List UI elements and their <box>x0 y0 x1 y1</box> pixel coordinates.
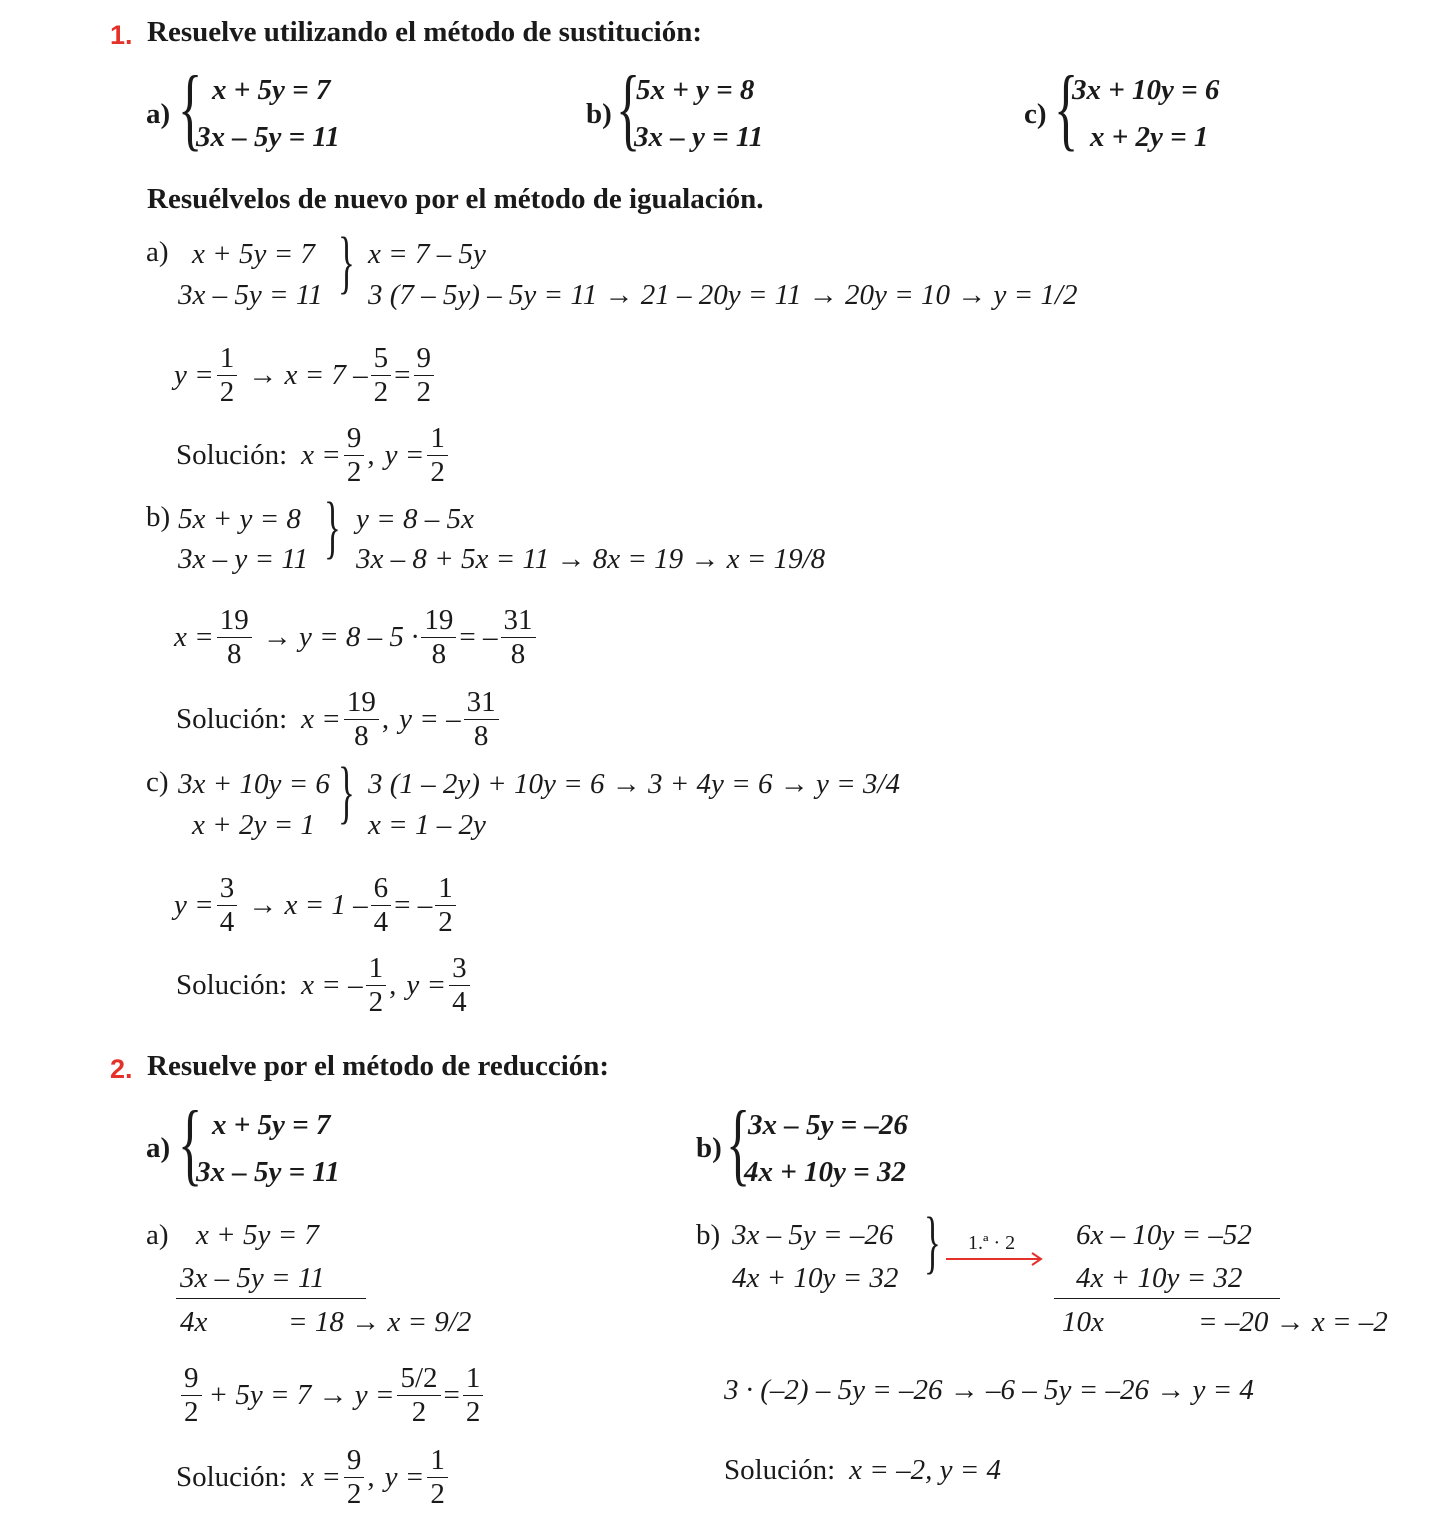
system-label-b: b) <box>586 98 612 130</box>
left-brace: { <box>726 1092 751 1194</box>
solution-label: Solución: <box>724 1454 836 1486</box>
fraction: $\frac{9}{2}$ <box>344 1446 365 1509</box>
lhs: y = <box>174 889 214 921</box>
sum-rhs: = –20 → x = –2 <box>1198 1306 1388 1338</box>
fraction: $\frac{9}{2}$ <box>181 1364 202 1427</box>
exercise-number: 2. <box>110 1054 133 1084</box>
step: y = 8 – 5x <box>356 503 474 535</box>
exercise-title: Resuelve por el método de reducción: <box>147 1050 610 1082</box>
red-arrow-icon <box>946 1252 1044 1266</box>
equation: 3x – y = 11 <box>634 121 764 153</box>
fraction: $\frac{3}{4}$ <box>217 874 238 937</box>
solution-line: Solución: x = – $\frac{1}{2}$ , y = $\frac{3}{4}$ <box>176 954 473 1017</box>
step: x = 1 – 2y <box>368 809 486 841</box>
system-label-a: a) <box>146 1132 171 1164</box>
equation: 3x – 5y = 11 <box>196 121 340 153</box>
exercise-title: Resuelve utilizando el método de sustitución: <box>147 16 703 48</box>
rhs: → x = 1 – <box>248 889 368 921</box>
equation: 3x – y = 11 <box>178 543 309 575</box>
item-label: b) <box>696 1219 721 1251</box>
sum-rhs: = 18 → x = 9/2 <box>288 1306 472 1338</box>
fraction: $\frac{1}{2}$ <box>366 954 387 1017</box>
sum-line <box>1054 1298 1280 1299</box>
equation: 3x – 5y = –26 <box>748 1109 908 1141</box>
equation: 3x – 5y = 11 <box>180 1262 325 1294</box>
left-brace: { <box>616 57 641 159</box>
fraction: $\frac{5/2}{2}$ <box>397 1364 440 1427</box>
system-label-c: c) <box>1024 98 1047 130</box>
sum-lhs: 10x <box>1062 1306 1104 1338</box>
fraction: $\frac{5}{2}$ <box>371 344 392 407</box>
fraction: $\frac{9}{2}$ <box>414 344 435 407</box>
step: x = 7 – 5y <box>368 238 486 270</box>
solution-label: Solución: <box>176 439 288 471</box>
equation: 4x + 10y = 32 <box>732 1262 899 1294</box>
exercise-number: 1. <box>110 20 133 50</box>
solution-label: Solución: <box>176 1461 288 1493</box>
equation: x + 5y = 7 <box>196 1219 319 1251</box>
equation: x + 5y = 7 <box>192 238 315 270</box>
equation: 3x – 5y = 11 <box>178 279 323 311</box>
solution-label: Solución: <box>176 969 288 1001</box>
equation: 4x + 10y = 32 <box>1076 1262 1243 1294</box>
rhs: → y = 8 – 5 · <box>262 621 419 653</box>
solution-label: Solución: <box>176 703 288 735</box>
subtitle: Resuélvelos de nuevo por el método de igualación. <box>147 183 764 215</box>
item-label: c) <box>146 766 169 798</box>
right-brace: } <box>338 224 355 301</box>
step: 3 (7 – 5y) – 5y = 11 → 21 – 20y = 11 → 20y = 10 → y = 1/2 <box>368 279 1078 311</box>
fraction: $\frac{1}{2}$ <box>427 424 448 487</box>
system-label-a: a) <box>146 98 171 130</box>
fraction: $\frac{1}{2}$ <box>435 874 456 937</box>
equation-line: x = $\frac{19}{8}$ → y = 8 – 5 · $\frac{19}{8}$ = – $\frac{31}{8}$ <box>174 606 539 669</box>
lhs: y = <box>174 359 214 391</box>
fraction: $\frac{6}{4}$ <box>371 874 392 937</box>
left-brace: { <box>178 57 203 159</box>
equation: x + 5y = 7 <box>212 74 331 106</box>
solution-value: x = –2, y = 4 <box>849 1454 1002 1486</box>
fraction: $\frac{19}{8}$ <box>421 606 456 669</box>
fraction: $\frac{1}{2}$ <box>463 1364 484 1427</box>
equation: 4x + 10y = 32 <box>744 1156 906 1188</box>
equation-line: y = $\frac{1}{2}$ → x = 7 – $\frac{5}{2}$ = $\frac{9}{2}$ <box>174 344 437 407</box>
fraction: $\frac{31}{8}$ <box>464 688 499 751</box>
equation: x + 5y = 7 <box>212 1109 331 1141</box>
right-brace: } <box>324 489 341 566</box>
equation-line: y = $\frac{3}{4}$ → x = 1 – $\frac{6}{4}$ = – $\frac{1}{2}$ <box>174 874 459 937</box>
sum-lhs: 4x <box>180 1306 208 1338</box>
fraction: $\frac{31}{8}$ <box>501 606 536 669</box>
equation: 6x – 10y = –52 <box>1076 1219 1252 1251</box>
item-label: b) <box>146 501 171 533</box>
equation: 5x + y = 8 <box>636 74 755 106</box>
step: 3 (1 – 2y) + 10y = 6 → 3 + 4y = 6 → y = 3/4 <box>368 768 900 800</box>
solution-line: Solución: x = $\frac{19}{8}$ , y = – $\frac{31}{8}$ <box>176 688 502 751</box>
system-label-b: b) <box>696 1132 722 1164</box>
equation-line: $\frac{9}{2}$ + 5y = 7 → y = $\frac{5/2}{2}$ = $\frac{1}{2}$ <box>178 1364 486 1427</box>
left-brace: { <box>1054 57 1079 159</box>
equation: 3x – 5y = –26 <box>732 1219 894 1251</box>
solution-line: Solución: x = $\frac{9}{2}$ , y = $\frac{1}{2}$ <box>176 1446 451 1509</box>
fraction: $\frac{1}{2}$ <box>427 1446 448 1509</box>
solution-line: Solución: x = $\frac{9}{2}$ , y = $\frac{1}{2}$ <box>176 424 451 487</box>
lhs: x = <box>174 621 214 653</box>
fraction: $\frac{9}{2}$ <box>344 424 365 487</box>
solution-line <box>724 1454 1001 1487</box>
rhs: + 5y = 7 → y = <box>208 1379 395 1411</box>
right-brace: } <box>338 754 355 831</box>
item-label: a) <box>146 1219 169 1251</box>
sum-line <box>176 1298 366 1299</box>
equation: x + 2y = 1 <box>192 809 315 841</box>
item-label: a) <box>146 236 169 268</box>
fraction: $\frac{19}{8}$ <box>344 688 379 751</box>
right-brace: } <box>924 1204 941 1281</box>
fraction: $\frac{3}{4}$ <box>449 954 470 1017</box>
equation-line: 3 · (–2) – 5y = –26 → –6 – 5y = –26 → y = 4 <box>724 1374 1254 1406</box>
step: 3x – 8 + 5x = 11 → 8x = 19 → x = 19/8 <box>356 543 826 575</box>
equation: 3x – 5y = 11 <box>196 1156 340 1188</box>
rhs: → x = 7 – <box>248 359 368 391</box>
left-brace: { <box>178 1092 203 1194</box>
equation: x + 2y = 1 <box>1090 121 1209 153</box>
equation: 5x + y = 8 <box>178 503 301 535</box>
equation: 3x + 10y = 6 <box>178 768 330 800</box>
fraction: $\frac{19}{8}$ <box>217 606 252 669</box>
arrow-label: 1.ª · 2 <box>968 1232 1016 1254</box>
equation: 3x + 10y = 6 <box>1072 74 1220 106</box>
fraction: $\frac{1}{2}$ <box>217 344 238 407</box>
